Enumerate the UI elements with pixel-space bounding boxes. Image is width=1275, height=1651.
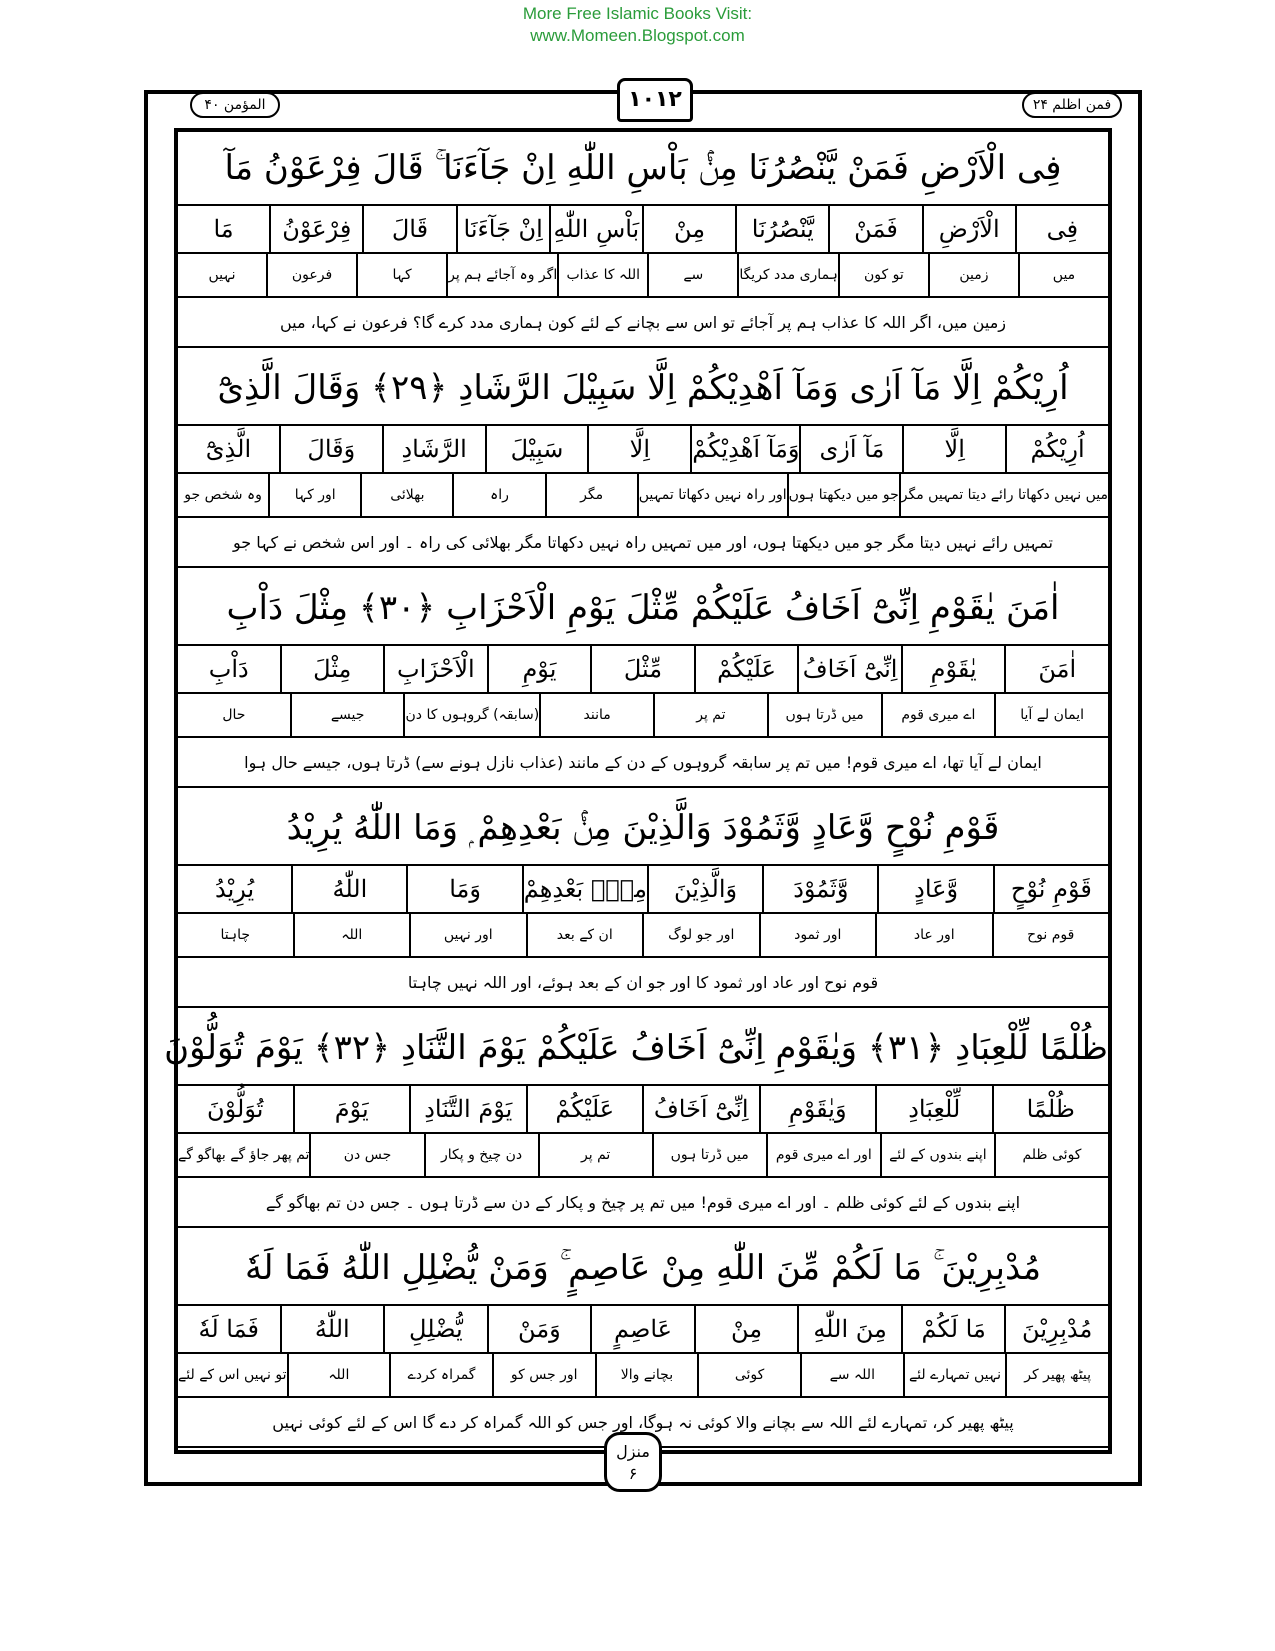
meaning-cell: جیسے bbox=[290, 694, 404, 736]
meaning-cell: میں bbox=[1018, 254, 1108, 296]
meaning-cell: نہیں تمہارے لئے bbox=[903, 1354, 1006, 1396]
meaning-cell: قوم نوح bbox=[992, 914, 1109, 956]
word-cell: وَّثَمُوْدَ bbox=[762, 866, 877, 912]
word-grid bbox=[178, 204, 1108, 298]
meaning-cell: بچانے والا bbox=[595, 1354, 698, 1396]
word-cell: عَلَيْكُمْ bbox=[526, 1086, 643, 1132]
meaning-cell: اگر وہ آجائے ہم پر bbox=[446, 254, 557, 296]
meaning-cell: حال bbox=[222, 707, 246, 723]
word-cell: مَا bbox=[213, 215, 234, 243]
word-cell: الْاَحْزَابِ bbox=[383, 646, 487, 692]
word-cell: يُرِيْدُ bbox=[214, 875, 255, 903]
word-cell: اِلَّا bbox=[587, 426, 690, 472]
meaning-cell: اور عاد bbox=[875, 914, 992, 956]
words-row bbox=[178, 1086, 1108, 1134]
word-cell: قَوْمِ نُوْحٍ bbox=[993, 866, 1108, 912]
meaning-cell: ہماری مدد کریگا bbox=[737, 254, 838, 296]
promo-line-2: www.Momeen.Blogspot.com bbox=[530, 26, 745, 45]
word-cell: مَآ اَرٰى bbox=[799, 426, 902, 472]
word-cell: اللّٰهُ bbox=[291, 866, 406, 912]
translation-line: ایمان لے آیا تھا، اے میری قوم! میں تم پر سابقہ گروہوں کے دن کے مانند (عذاب نازل ہونے سے) ڈرتا ہوں، جیسے حال ہوا bbox=[178, 738, 1108, 788]
word-grid bbox=[178, 644, 1108, 738]
meaning-cell: اللہ سے bbox=[800, 1354, 903, 1396]
manzil-number: ۶ bbox=[628, 1464, 638, 1483]
word-cell: مِثْلَ bbox=[280, 646, 384, 692]
meanings-row bbox=[178, 914, 1108, 958]
word-cell: دَاْبِ bbox=[208, 655, 249, 683]
words-row bbox=[178, 426, 1108, 474]
verse-block bbox=[164, 1012, 1108, 1232]
word-cell: يَوْمَ التَّنَادِ bbox=[409, 1086, 526, 1132]
word-cell: مِنْۢ بَعْدِهِمْ bbox=[522, 866, 647, 912]
meaning-cell: اللہ کا عذاب bbox=[557, 254, 647, 296]
word-cell: يَّنْصُرُنَا bbox=[735, 206, 828, 252]
meaning-cell: اور جس کو bbox=[492, 1354, 595, 1396]
meaning-cell: پیٹھ پھیر کر bbox=[1005, 1354, 1108, 1396]
word-cell: الَّذِىْٓ bbox=[205, 435, 252, 463]
verse-block bbox=[178, 572, 1108, 792]
manzil-label: منزل bbox=[616, 1442, 650, 1461]
word-cell: اِنْ جَآءَنَا bbox=[456, 206, 549, 252]
word-grid bbox=[178, 1304, 1108, 1398]
word-cell: فِرْعَوْنُ bbox=[269, 206, 362, 252]
meaning-cell: اپنے بندوں کے لئے bbox=[880, 1134, 994, 1176]
meaning-cell: تو کون bbox=[838, 254, 928, 296]
translation-line: تمہیں رائے نہیں دیتا مگر جو میں دیکھتا ہوں، اور میں تمہیں راہ نہیں دکھاتا مگر بھلائی کی راہ ۔ اور اس شخص نے کہا جو bbox=[178, 518, 1108, 568]
meaning-cell: بھلائی bbox=[360, 474, 452, 516]
word-cell: الْاَرْضِ bbox=[922, 206, 1015, 252]
translation-line: اپنے بندوں کے لئے کوئی ظلم ۔ اور اے میری قوم! میں تم پر چیخ و پکار کے دن سے ڈرتا ہوں ۔ جس دن تم بھاگو گے bbox=[178, 1178, 1108, 1228]
meaning-cell: مانند bbox=[539, 694, 653, 736]
word-grid bbox=[178, 424, 1108, 518]
word-cell: تُوَلُّوْنَ bbox=[207, 1095, 264, 1123]
meaning-cell: جس دن bbox=[309, 1134, 423, 1176]
meaning-cell: وہ شخص جو bbox=[184, 487, 262, 503]
translation-line: زمین میں، اگر اللہ کا عذاب ہم پر آجائے تو اس سے بچانے کے لئے کون ہماری مدد کرے گا؟ فرعون نے کہا، میں bbox=[178, 298, 1108, 348]
word-cell: فَمَا لَهٗ bbox=[198, 1315, 259, 1343]
meanings-row bbox=[178, 1134, 1108, 1178]
meaning-cell: چاہتا bbox=[220, 927, 251, 943]
meanings-row bbox=[178, 474, 1108, 518]
promo-line-1: More Free Islamic Books Visit: bbox=[522, 4, 753, 23]
juz-label: فمن اظلم ۲۴ bbox=[1022, 92, 1122, 118]
meaning-cell: تم پر bbox=[653, 694, 767, 736]
meanings-row bbox=[178, 694, 1108, 738]
word-cell: يٰقَوْمِ bbox=[901, 646, 1005, 692]
word-cell: يَوْمَ bbox=[293, 1086, 410, 1132]
ayah-line: ظُلْمًا لِّلْعِبَادِ ﴿۳۱﴾ وَيٰقَوْمِ اِنِّىْٓ اَخَافُ عَلَيْكُمْ يَوْمَ التَّنَادِ ﴿۳۲﴾ يَوْمَ تُوَلُّوْنَ bbox=[164, 1028, 1108, 1068]
word-cell: مُدْبِرِيْنَ bbox=[1004, 1306, 1108, 1352]
word-cell: سَبِيْلَ bbox=[485, 426, 588, 472]
word-cell: قَالَ bbox=[362, 206, 455, 252]
word-cell: اِنِّىْٓ اَخَافُ bbox=[797, 646, 901, 692]
word-cell: وَقَالَ bbox=[279, 426, 382, 472]
meaning-cell: فرعون bbox=[266, 254, 356, 296]
ayah-line: اُرِيْكُمْ اِلَّا مَآ اَرٰى وَمَآ اَهْدِيْكُمْ اِلَّا سَبِيْلَ الرَّشَادِ ﴿۲۹﴾ وَقَالَ الَّذِىْٓ bbox=[217, 368, 1069, 408]
meaning-cell: میں ڈرتا ہوں bbox=[652, 1134, 766, 1176]
word-grid bbox=[178, 1084, 1108, 1178]
word-cell: مِنْ bbox=[694, 1306, 798, 1352]
meaning-cell: نہیں bbox=[208, 267, 236, 283]
meaning-cell: دن چیخ و پکار bbox=[424, 1134, 538, 1176]
meaning-cell: اور جو لوگ bbox=[642, 914, 759, 956]
meaning-cell: اللہ bbox=[287, 1354, 390, 1396]
meaning-cell: اے میری قوم bbox=[881, 694, 995, 736]
ayah-line: اٰمَنَ يٰقَوْمِ اِنِّىْٓ اَخَافُ عَلَيْكُمْ مِّثْلَ يَوْمِ الْاَحْزَابِ ﴿۳۰﴾ مِثْلَ دَاْبِ bbox=[226, 588, 1060, 628]
meaning-cell: مگر bbox=[545, 474, 637, 516]
ayah-line: مُدْبِرِيْنَ ۚ مَا لَكُمْ مِّنَ اللّٰهِ مِنْ عَاصِمٍ ۚ وَمَنْ يُّضْلِلِ اللّٰهُ فَمَا لَهٗ bbox=[244, 1248, 1042, 1288]
word-cell: وَالَّذِيْنَ bbox=[647, 866, 762, 912]
meaning-cell: (سابقہ) گروہوں کا دن bbox=[403, 694, 539, 736]
word-cell: ظُلْمًا bbox=[992, 1086, 1109, 1132]
words-row bbox=[178, 1306, 1108, 1354]
meaning-cell: تم پھر جاؤ گے بھاگو گے bbox=[177, 1147, 310, 1163]
meaning-cell: میں نہیں دکھاتا رائے دیتا تمہیں مگر bbox=[899, 474, 1108, 516]
word-cell: مِّثْلَ bbox=[590, 646, 694, 692]
meaning-cell: زمین bbox=[928, 254, 1018, 296]
meaning-cell: کوئی ظلم bbox=[994, 1134, 1108, 1176]
meaning-cell: جو میں دیکھتا ہوں bbox=[787, 474, 899, 516]
meaning-cell: راہ bbox=[452, 474, 544, 516]
meaning-cell: ان کے بعد bbox=[526, 914, 643, 956]
word-cell: مِنَ اللّٰهِ bbox=[797, 1306, 901, 1352]
word-cell: مَا لَكُمْ bbox=[901, 1306, 1005, 1352]
verse-block bbox=[178, 132, 1108, 352]
verse-block bbox=[178, 352, 1108, 572]
word-cell: عَلَيْكُمْ bbox=[694, 646, 798, 692]
meaning-cell: ایمان لے آیا bbox=[994, 694, 1108, 736]
meaning-cell: سے bbox=[647, 254, 737, 296]
meaning-cell: گمراہ کردے bbox=[389, 1354, 492, 1396]
word-cell: اِلَّا bbox=[902, 426, 1005, 472]
words-row bbox=[178, 866, 1108, 914]
meaning-cell: اللہ bbox=[293, 914, 410, 956]
translation-line: قوم نوح اور عاد اور ثمود کا اور جو ان کے بعد ہوئے، اور اللہ نہیں چاہتا bbox=[178, 958, 1108, 1008]
verse-block bbox=[178, 1232, 1108, 1452]
meaning-cell: کہا bbox=[356, 254, 446, 296]
word-cell: بَاْسِ اللّٰهِ bbox=[549, 206, 642, 252]
word-cell: اللّٰهُ bbox=[280, 1306, 384, 1352]
page-number: ۱۰۱۲ bbox=[617, 78, 693, 122]
meaning-cell: اور راہ نہیں دکھاتا تمہیں bbox=[637, 474, 787, 516]
meaning-cell: اور ثمود bbox=[759, 914, 876, 956]
word-cell: مِنْ bbox=[642, 206, 735, 252]
word-cell: فِى bbox=[1015, 206, 1108, 252]
word-cell: وَمَنْ bbox=[487, 1306, 591, 1352]
meanings-row bbox=[178, 1354, 1108, 1398]
word-cell: اُرِيْكُمْ bbox=[1005, 426, 1108, 472]
meaning-cell: تم پر bbox=[538, 1134, 652, 1176]
word-cell: اٰمَنَ bbox=[1004, 646, 1108, 692]
word-cell: يَوْمِ bbox=[487, 646, 591, 692]
manzil-badge bbox=[604, 1432, 662, 1492]
ayah-line: فِى الْاَرْضِ فَمَنْ يَّنْصُرُنَا مِنْۢ بَاْسِ اللّٰهِ اِنْ جَآءَنَا ۚ قَالَ فِرْعَوْنُ مَآ bbox=[224, 148, 1062, 188]
translation-line: پیٹھ پھیر کر، تمہارے لئے اللہ سے بچانے والا کوئی نہ ہوگا، اور جس کو اللہ گمراہ کر دے گا اس کے لئے کوئی نہیں bbox=[178, 1398, 1108, 1448]
meaning-cell: کوئی bbox=[697, 1354, 800, 1396]
verse-block bbox=[178, 792, 1108, 1012]
word-cell: يُّضْلِلِ bbox=[383, 1306, 487, 1352]
words-row bbox=[178, 646, 1108, 694]
word-cell: اِنِّىْٓ اَخَافُ bbox=[642, 1086, 759, 1132]
meanings-row bbox=[178, 254, 1108, 298]
word-cell: عَاصِمٍ bbox=[590, 1306, 694, 1352]
word-cell: لِّلْعِبَادِ bbox=[875, 1086, 992, 1132]
ayah-line: قَوْمِ نُوْحٍ وَّعَادٍ وَّثَمُوْدَ وَالَّذِيْنَ مِنْۢ بَعْدِهِمْ ۭ وَمَا اللّٰهُ يُرِيْدُ bbox=[286, 808, 1000, 848]
meaning-cell: تو نہیں اس کے لئے bbox=[178, 1367, 287, 1383]
words-row bbox=[178, 206, 1108, 254]
word-cell: وَّعَادٍ bbox=[877, 866, 992, 912]
word-cell: وَمَا bbox=[406, 866, 521, 912]
word-cell: الرَّشَادِ bbox=[382, 426, 485, 472]
word-cell: وَمَآ اَهْدِيْكُمْ bbox=[690, 426, 799, 472]
word-cell: وَيٰقَوْمِ bbox=[759, 1086, 876, 1132]
meaning-cell: اور کہا bbox=[268, 474, 360, 516]
meaning-cell: اور نہیں bbox=[409, 914, 526, 956]
word-cell: فَمَنْ bbox=[828, 206, 921, 252]
meaning-cell: اور اے میری قوم bbox=[766, 1134, 880, 1176]
surah-label: المؤمن ۴۰ bbox=[190, 92, 280, 118]
meaning-cell: میں ڈرتا ہوں bbox=[767, 694, 881, 736]
word-grid bbox=[178, 864, 1108, 958]
